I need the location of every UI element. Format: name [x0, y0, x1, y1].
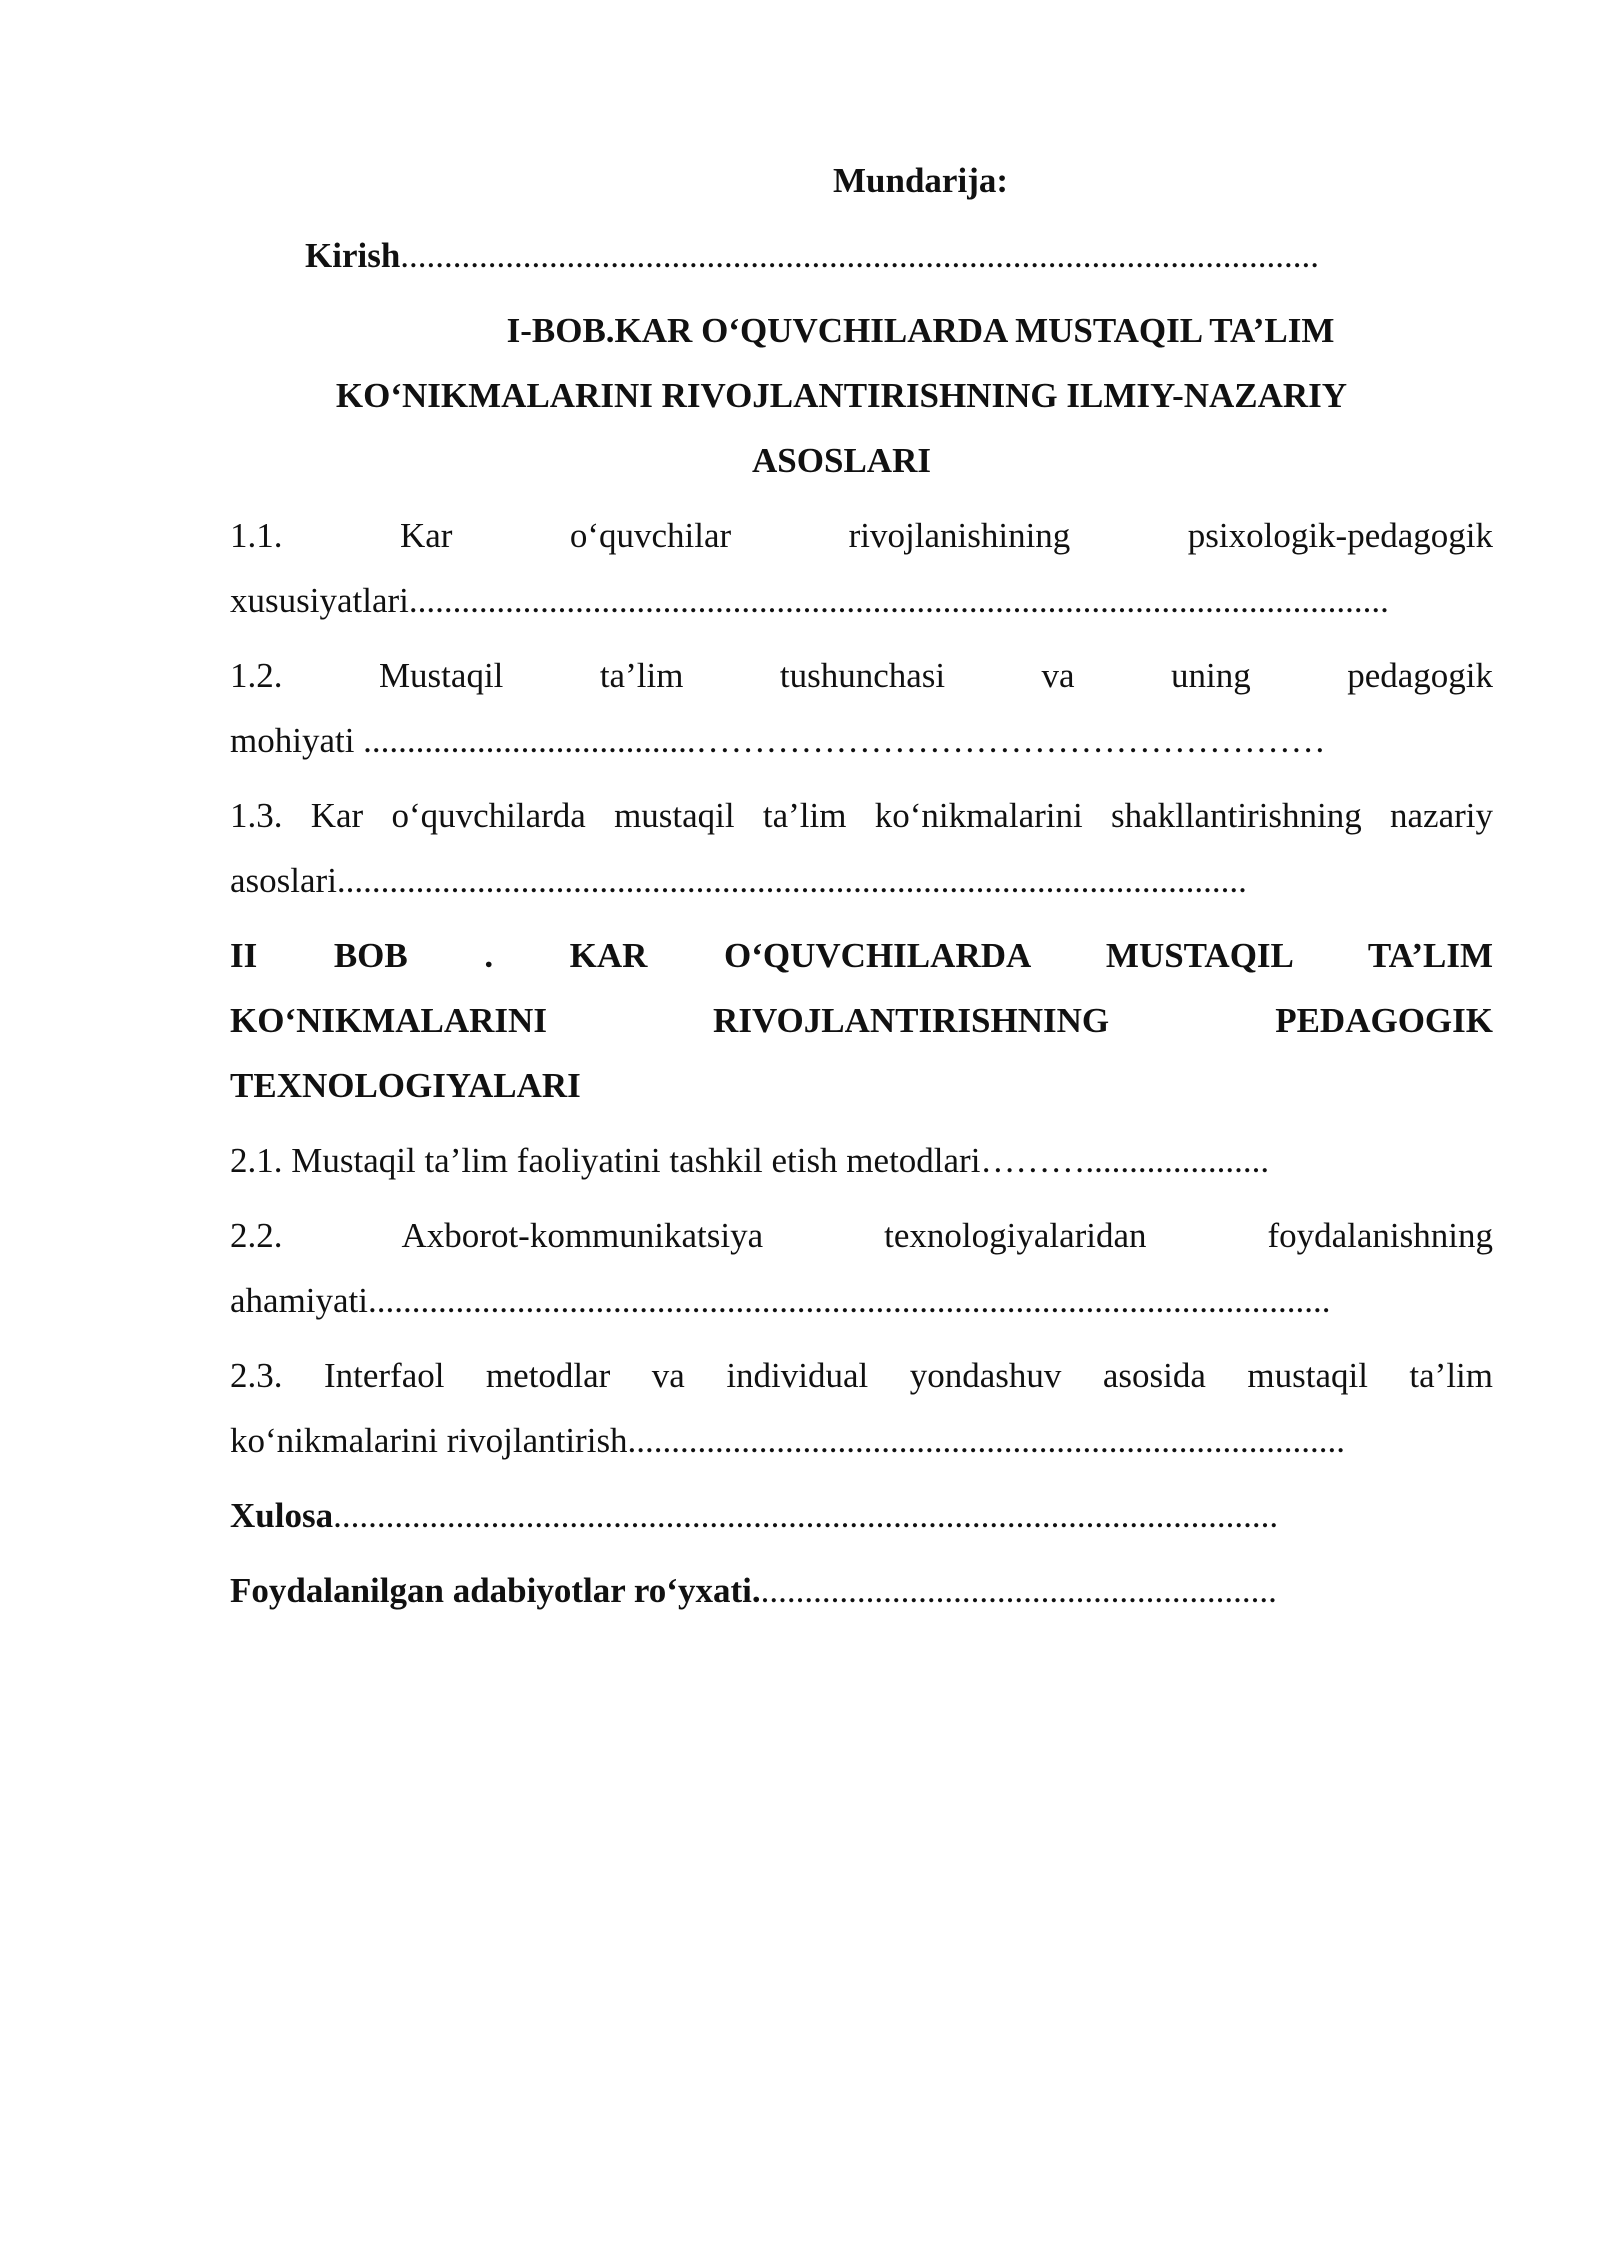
toc-entry-conclusion[interactable] — [230, 1483, 1493, 1548]
references-dots: ........................................................... — [760, 1571, 1277, 1610]
section-1-3-line-2: asoslari........................................................................................................ — [230, 861, 1247, 900]
conclusion-dots: ............................................................................................................ — [333, 1496, 1279, 1535]
section-1-2-line-1: 1.2. Mustaqil ta’lim tushunchasi va uning pedagogik — [230, 656, 1493, 695]
chapter-1-line-3: ASOSLARI — [752, 441, 931, 480]
toc-entry-1-1[interactable] — [230, 503, 1493, 633]
table-of-contents — [230, 148, 1493, 1633]
toc-chapter-2[interactable] — [230, 923, 1493, 1118]
toc-entry-1-3[interactable] — [230, 783, 1493, 913]
section-2-3-line-1: 2.3. Interfaol metodlar va individual yondashuv asosida mustaqil ta’lim — [230, 1356, 1493, 1395]
chapter-1-line-2: KO‘NIKMALARINI RIVOJLANTIRISHNING ILMIY-NAZARIY — [335, 376, 1348, 415]
toc-entry-2-2[interactable] — [230, 1203, 1493, 1333]
toc-entry-1-2[interactable] — [230, 643, 1493, 773]
section-2-1-line-1: 2.1. Mustaqil ta’lim faoliyatini tashkil etish metodlari………..................... — [230, 1141, 1270, 1180]
section-1-1-line-2: xususiyatlari................................................................................................................ — [230, 581, 1389, 620]
section-1-3-line-1: 1.3. Kar o‘quvchilarda mustaqil ta’lim ko‘nikmalarini shakllantirishning nazariy — [230, 796, 1493, 835]
intro-label: Kirish — [305, 236, 401, 275]
chapter-2-line-2: KO‘NIKMALARINI RIVOJLANTIRISHNING PEDAGOGIK — [230, 1001, 1493, 1040]
section-2-3-line-2: ko‘nikmalarini rivojlantirish.................................................................................. — [230, 1421, 1346, 1460]
conclusion-label: Xulosa — [230, 1496, 334, 1535]
intro-dots: ......................................................................................................... — [400, 236, 1320, 275]
toc-entry-intro[interactable] — [230, 223, 1493, 288]
section-2-2-line-1: 2.2. Axborot-kommunikatsiya texnologiyalaridan foydalanishning — [230, 1216, 1493, 1255]
chapter-2-line-3: TEXNOLOGIYALARI — [230, 1066, 581, 1105]
toc-entry-2-1[interactable] — [230, 1128, 1493, 1193]
chapter-1-line-1: I-BOB.KAR O‘QUVCHILARDA MUSTAQIL TA’LIM — [506, 311, 1335, 350]
references-label: Foydalanilgan adabiyotlar ro‘yxati. — [230, 1571, 761, 1610]
section-2-2-line-2: ahamiyati.............................................................................................................. — [230, 1281, 1331, 1320]
section-1-1-line-1: 1.1. Kar o‘quvchilar rivojlanishining psixologik-pedagogik — [230, 516, 1493, 555]
page-title: Mundarija: — [833, 161, 1008, 200]
toc-chapter-1[interactable] — [230, 298, 1493, 493]
section-1-2-line-2: mohiyati ......................................……………………………………………… — [230, 721, 1326, 760]
toc-entry-2-3[interactable] — [230, 1343, 1493, 1473]
chapter-2-line-1: II BOB . KAR O‘QUVCHILARDA MUSTAQIL TA’LIM — [230, 936, 1493, 975]
toc-entry-references[interactable] — [230, 1558, 1493, 1623]
